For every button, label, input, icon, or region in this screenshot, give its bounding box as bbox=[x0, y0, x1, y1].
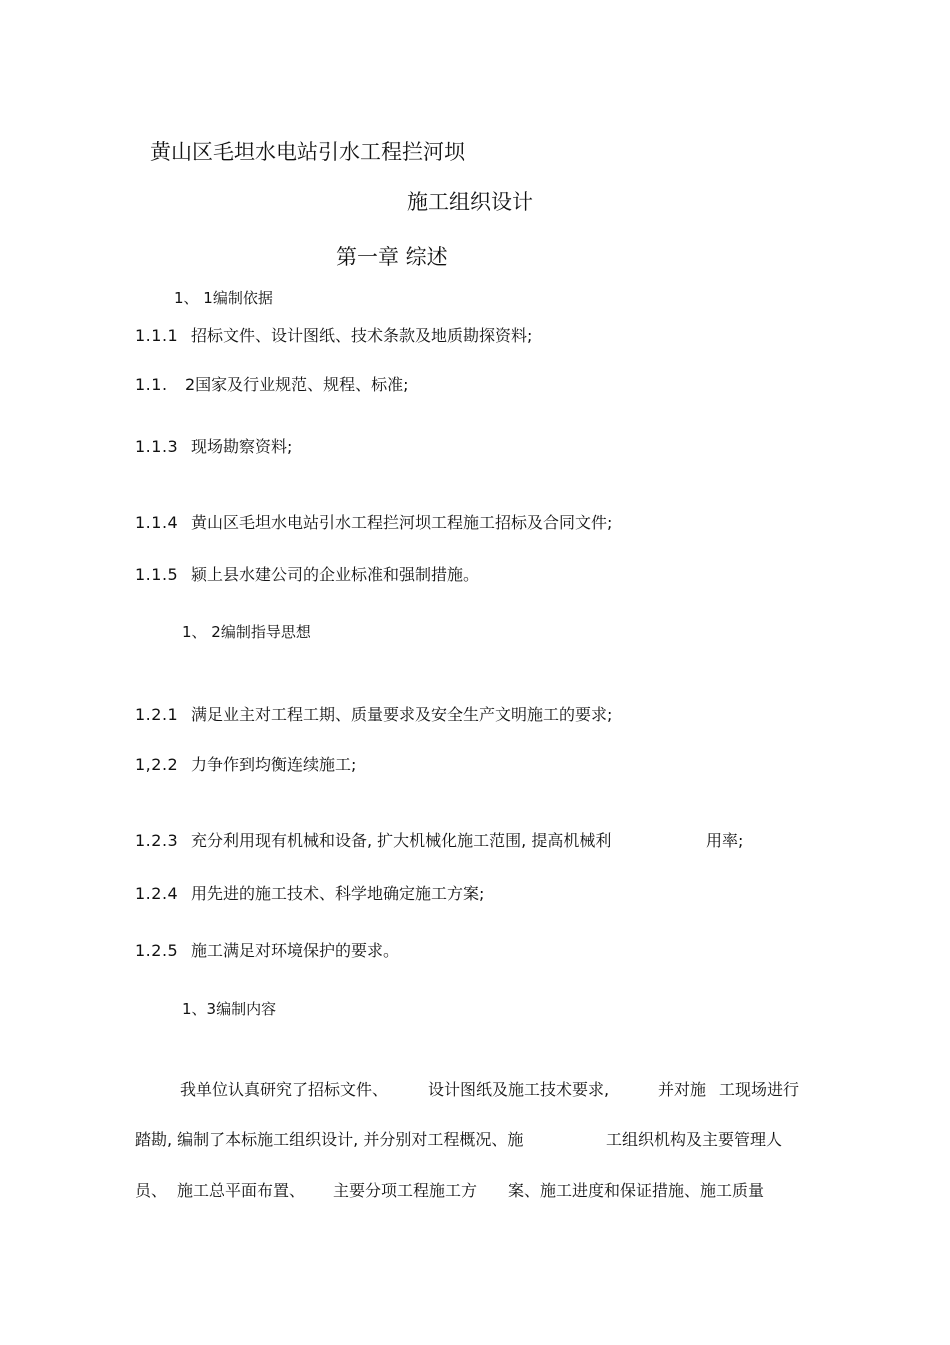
paragraph-segment: 我单位认真研究了招标文件、 bbox=[180, 1080, 389, 1099]
item-number: 1.2.5 bbox=[135, 941, 179, 960]
item-number: 1.2.4 bbox=[135, 884, 179, 903]
section-heading-1-3: 1、3编制内容 bbox=[182, 1000, 277, 1018]
paragraph-segment: 工组织机构及主要管理人 bbox=[606, 1130, 783, 1149]
list-item bbox=[135, 941, 399, 960]
item-text: 黄山区毛坦水电站引水工程拦河坝工程施工招标及合同文件; bbox=[191, 513, 613, 532]
paragraph-segment: 施工总平面布置、 bbox=[177, 1181, 306, 1200]
list-item bbox=[135, 513, 612, 532]
item-text: 用先进的施工技术、科学地确定施工方案; bbox=[191, 884, 485, 903]
item-text: 颍上县水建公司的企业标准和强制措施。 bbox=[191, 565, 480, 584]
list-item bbox=[135, 437, 292, 456]
item-text: 充分利用现有机械和设备, 扩大机械化施工范围, 提高机械利 bbox=[191, 831, 612, 850]
paragraph-segment: 并对施 bbox=[658, 1080, 707, 1099]
list-item bbox=[135, 565, 479, 584]
paragraph-segment: 主要分项工程施工方 bbox=[333, 1181, 478, 1200]
item-text: 施工满足对环境保护的要求。 bbox=[191, 941, 400, 960]
section-heading-1-2: 1、 2编制指导思想 bbox=[182, 623, 311, 641]
item-number: 1.2.1 bbox=[135, 705, 179, 724]
item-text: 招标文件、设计图纸、技术条款及地质勘探资料; bbox=[191, 326, 533, 345]
item-text: 满足业主对工程工期、质量要求及安全生产文明施工的要求; bbox=[191, 705, 613, 724]
title-line-1: 黄山区毛坦水电站引水工程拦河坝 bbox=[150, 140, 465, 164]
list-item bbox=[135, 705, 612, 724]
item-number: 1,2.2 bbox=[135, 755, 179, 774]
paragraph-segment: 工现场进行 bbox=[719, 1080, 800, 1099]
item-text: 现场勘察资料; bbox=[191, 437, 293, 456]
list-item bbox=[135, 326, 532, 345]
list-item bbox=[135, 884, 484, 903]
list-item bbox=[135, 831, 611, 850]
list-item bbox=[135, 755, 356, 774]
item-text-tail: 用率; bbox=[706, 831, 744, 850]
paragraph-segment: 案、施工进度和保证措施、施工质量 bbox=[508, 1181, 765, 1200]
item-number: 1.1.4 bbox=[135, 513, 179, 532]
list-item bbox=[135, 375, 409, 394]
paragraph-segment: 设计图纸及施工技术要求, bbox=[428, 1080, 610, 1099]
title-line-2: 施工组织设计 bbox=[407, 190, 533, 214]
item-text: 力争作到均衡连续施工; bbox=[191, 755, 357, 774]
paragraph-segment: 员、 bbox=[135, 1181, 168, 1200]
item-number: 1.1.5 bbox=[135, 565, 179, 584]
paragraph-segment: 踏勘, 编制了本标施工组织设计, 并分别对工程概况、施 bbox=[135, 1130, 524, 1149]
item-number: 1.1.1 bbox=[135, 326, 179, 345]
item-number: 1.1. bbox=[135, 375, 168, 394]
item-number: 1.2.3 bbox=[135, 831, 179, 850]
item-number: 1.1.3 bbox=[135, 437, 179, 456]
item-text: 2国家及行业规范、规程、标准; bbox=[185, 375, 409, 394]
chapter-heading: 第一章 综述 bbox=[336, 245, 448, 269]
section-heading-1-1: 1、 1编制依据 bbox=[174, 289, 273, 307]
